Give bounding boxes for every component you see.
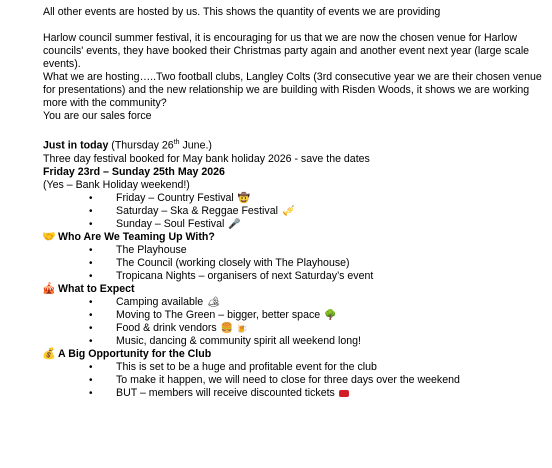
trumpet-icon: 🎺: [281, 205, 295, 217]
list-item: • The Playhouse: [43, 244, 542, 257]
teaming-heading-text: Who Are We Teaming Up With?: [58, 230, 215, 243]
teaming-heading: [42, 231, 542, 244]
circus-tent-icon: 🎪: [42, 282, 56, 295]
date-prefix: (Thursday 26: [108, 139, 174, 152]
paragraph-hosting: What we are hosting…..Two football clubs, Langley Colts (3rd consecutive year we are their chosen venue for presentations) and the new relationship we are building with Risden Woods, it shows we are working more with the community?: [43, 71, 542, 109]
festival-dates: Friday 23rd – Sunday 25th May 2026: [43, 165, 225, 178]
date-suffix: June.): [179, 139, 212, 152]
opportunity-list: [43, 361, 542, 400]
list-item: • This is set to be a huge and profitable event for the club: [43, 361, 542, 374]
list-item: • BUT – members will receive discounted tickets: [43, 387, 542, 400]
microphone-icon: 🎤: [228, 218, 241, 230]
date-superscript: th: [173, 139, 180, 146]
camping-icon: 🏕: [207, 296, 220, 308]
festival-line: Three day festival booked for May bank holiday 2026 - save the dates: [43, 152, 370, 165]
food-drink-icon: 🍔 🍺: [220, 322, 249, 334]
opportunity-heading-text: A Big Opportunity for the Club: [58, 347, 212, 360]
expect-list: [43, 296, 542, 348]
list-item: • Tropicana Nights – organisers of next Saturday’s event: [43, 270, 542, 283]
list-item: • Music, dancing & community spirit all weekend long!: [43, 335, 542, 348]
intro-text: All other events are hosted by us. This shows the quantity of events we are providing: [43, 6, 441, 18]
teaming-list: [43, 244, 542, 283]
list-item: • Food & drink vendors 🍔 🍺: [43, 322, 542, 335]
opportunity-heading: [42, 348, 542, 361]
paragraph-sales-force: You are our sales force: [43, 110, 152, 122]
list-item: • Friday – Country Festival 🤠: [43, 192, 542, 205]
money-bag-icon: 💰: [42, 347, 56, 360]
list-item: • The Council (working closely with The Playhouse): [43, 257, 542, 270]
ticket-icon: [339, 390, 349, 397]
list-item: • Sunday – Soul Festival 🎤: [43, 218, 542, 231]
expect-heading-text: What to Expect: [58, 282, 135, 295]
just-in-today-line: [43, 136, 542, 153]
tree-icon: 🌳: [324, 309, 337, 321]
bank-holiday-note: (Yes – Bank Holiday weekend!): [43, 178, 190, 191]
expect-heading: [42, 283, 542, 296]
just-in-today-label: Just in today: [43, 139, 109, 152]
list-item: • To make it happen, we will need to close for three days over the weekend: [43, 374, 542, 387]
list-item: • Camping available 🏕: [43, 296, 542, 309]
festival-days-list: [43, 192, 542, 231]
cowboy-hat-icon: 🤠: [237, 192, 251, 204]
paragraph-council: Harlow council summer festival, it is encouraging for us that we are now the chosen venue for Harlow councils' events, they have booked their Christmas party again and another event next year (large scale events).: [43, 32, 530, 70]
list-item: • Saturday – Ska & Reggae Festival 🎺: [43, 205, 542, 218]
handshake-icon: 🤝: [42, 230, 56, 243]
list-item: • Moving to The Green – bigger, better space 🌳: [43, 309, 542, 322]
